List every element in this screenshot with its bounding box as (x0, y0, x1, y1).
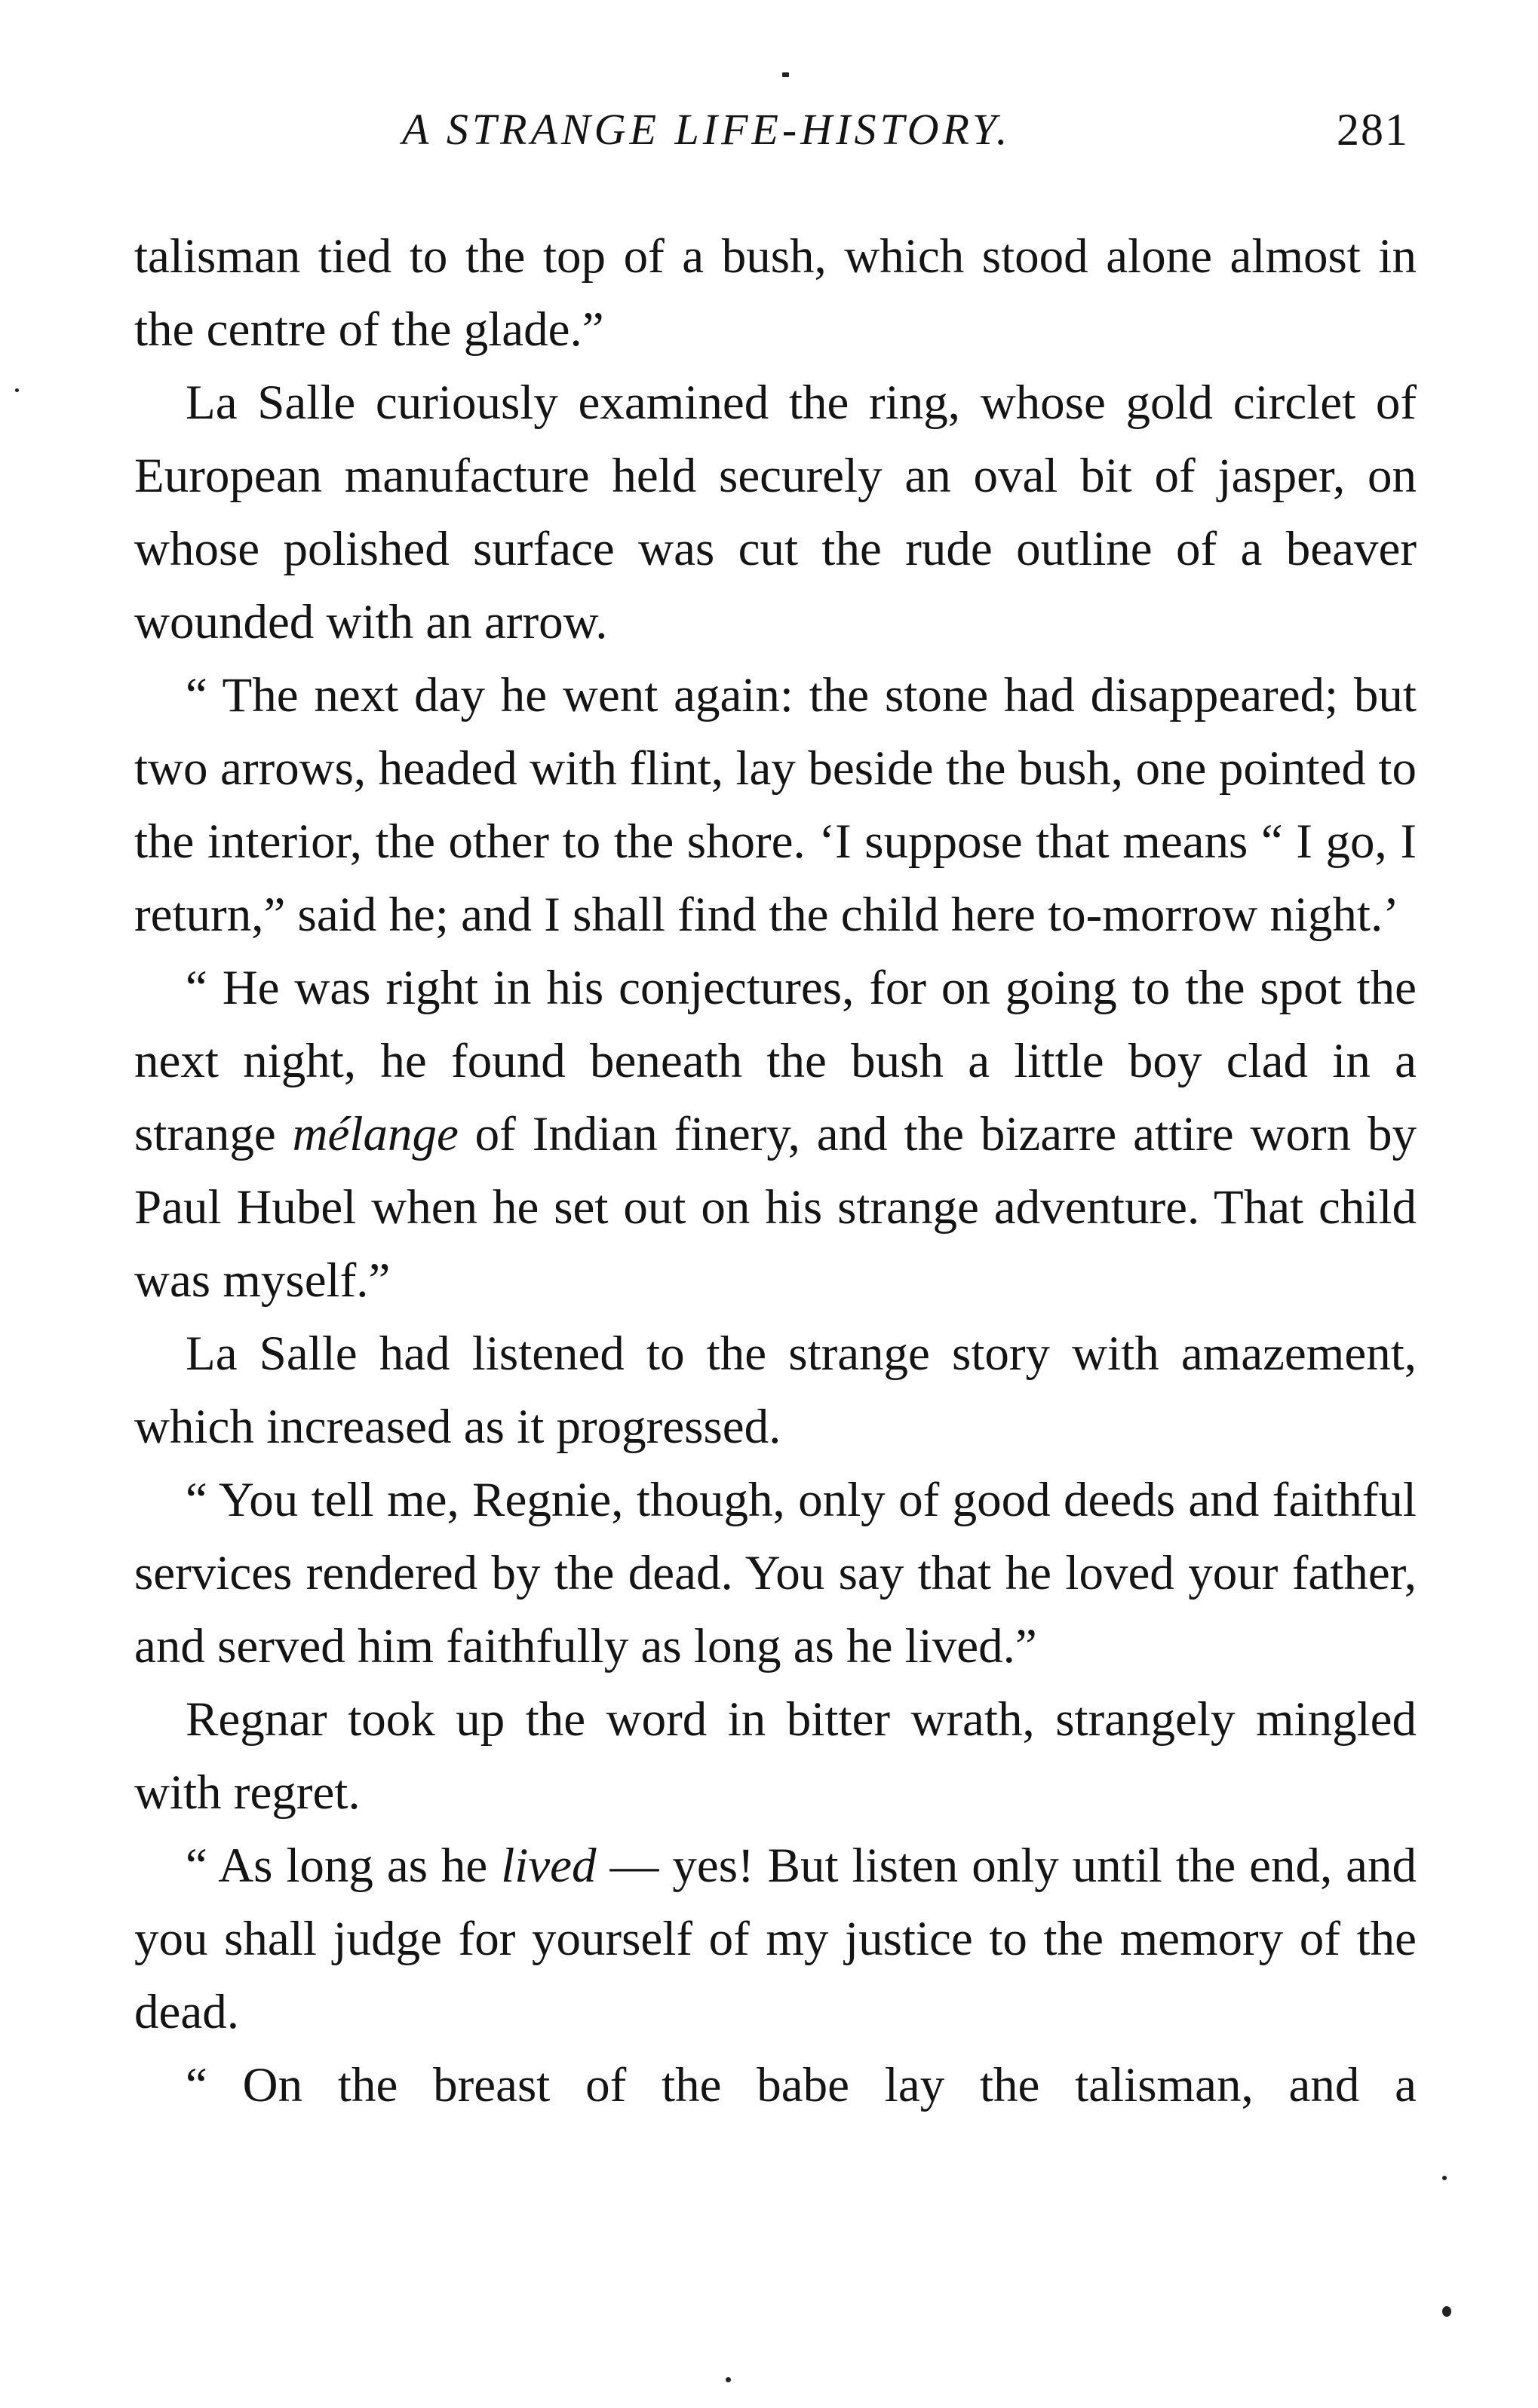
paragraph-5: La Salle had listened to the strange story with amazement, which increased as it progressed. (134, 1327, 1417, 1454)
paragraph-8-italic-word: lived (501, 1839, 597, 1893)
running-title: A STRANGE LIFE-HISTORY. (402, 105, 1012, 154)
paragraph-9: “ On the breast of the babe lay the talisman, and a (186, 2058, 1417, 2112)
print-speck (1442, 2306, 1451, 2317)
book-page (134, 90, 1417, 2122)
paragraph-3: “ The next day he went again: the stone had disappeared; but two arrows, headed with flint, lay beside the bush, one pointed to the interior, the other to the shore. ‘I suppose that means “ I go, I return,” said he; and I shall find the child here to-morrow night.’ (134, 668, 1417, 942)
paragraph-8-text-start: “ As long as he (186, 1839, 502, 1893)
running-head (134, 90, 1417, 166)
print-speck (782, 72, 789, 77)
print-speck (1442, 2176, 1447, 2180)
body-text (134, 220, 1417, 2122)
paragraph-4-text-start: “ He was right in his conjectures, for on going to the spot the next night, he found beneath the bush a little boy clad in a strange (134, 961, 1417, 1161)
paragraph-2: La Salle curiously examined the ring, whose gold circlet of European manufacture held securely an oval bit of jasper, on whose polished surface was cut the rude outline of a beaver wounded with an arrow. (134, 376, 1417, 649)
paragraph-4-text-end: of Indian finery, and the bizarre attire worn by Paul Hubel when he set out on his strange adventure. That child was myself.” (134, 1107, 1417, 1308)
paragraph-4-italic-word: mélange (292, 1107, 459, 1161)
paragraph-8-text-end: — yes! But listen only until the end, and you shall judge for yourself of my justice to the memory of the dead. (134, 1839, 1417, 2039)
paragraph-1: talisman tied to the top of a bush, which stood alone almost in the centre of the glade.” (134, 229, 1417, 357)
page-number: 281 (1337, 105, 1409, 155)
paragraph-7: Regnar took up the word in bitter wrath, strangely mingled with regret. (134, 1692, 1417, 1820)
print-speck (15, 388, 19, 392)
paragraph-4 (134, 952, 1417, 1317)
print-speck (726, 2377, 731, 2382)
paragraph-6: “ You tell me, Regnie, though, only of good deeds and faithful services rendered by the dead. You say that he loved your father, and served him faithfully as long as he lived.” (134, 1473, 1417, 1673)
paragraph-8 (134, 1830, 1417, 2049)
